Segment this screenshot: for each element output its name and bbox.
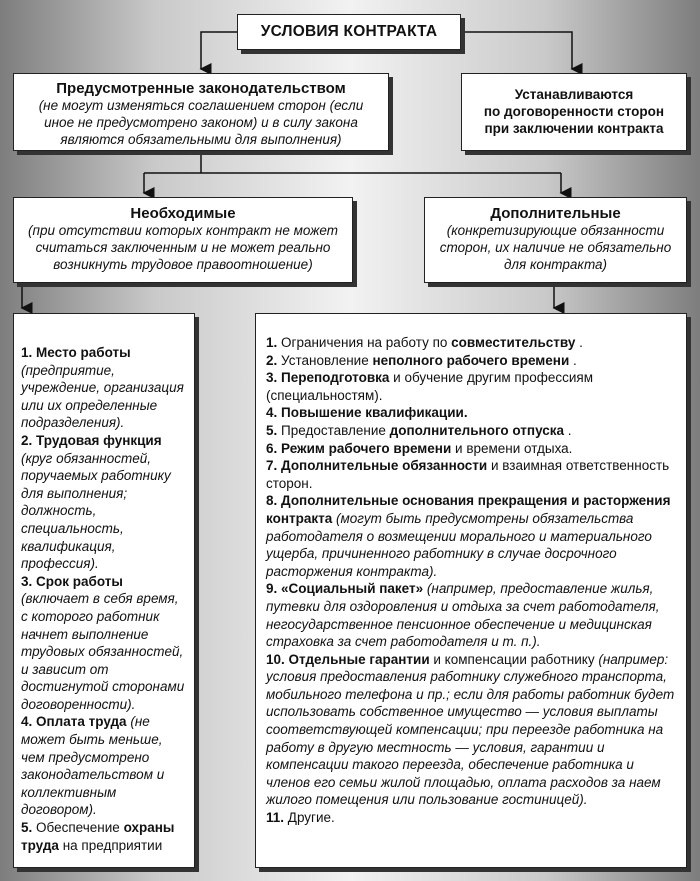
item-pre: Обеспечение [36, 820, 120, 836]
item-post: на предприятии [62, 837, 163, 853]
item-bold: Дополнительные обязанности [281, 458, 488, 474]
item-italic: (могут быть предусмотрены обязательства работодателя о возмещении морального и материального ущерба, причиненного работнику в случае досрочного расторжения контракта). [266, 510, 652, 579]
item-bold: дополнительного отпуска [389, 422, 565, 438]
list-item [21, 819, 188, 854]
item-post: и взаимная ответственность сторон. [266, 458, 670, 491]
necessary-heading: Необходимые [130, 205, 236, 222]
item-num: 5. [266, 422, 278, 438]
agreement-line-1: Устанавливаются [514, 87, 634, 102]
item-num: 8. [266, 493, 278, 509]
agreement-line-3: при заключении контракта [484, 121, 664, 136]
necessary-conditions-list [13, 313, 195, 868]
item-bold: Трудовая функция [36, 432, 162, 448]
list-item [266, 580, 680, 650]
list-item [266, 809, 680, 827]
item-num: 1. [266, 335, 278, 350]
list-item [266, 352, 680, 370]
item-post: . [567, 422, 572, 438]
item-bold: совместительству [451, 335, 576, 350]
item-num: 4. [21, 714, 33, 730]
item-num: 4. [266, 405, 278, 421]
item-bold: Дополнительные основания прекращения и расторжения контракта [266, 493, 671, 526]
item-bold: Режим рабочего времени [281, 440, 452, 456]
law-heading: Предусмотренные законодательством [56, 80, 346, 97]
item-bold: «Социальный пакет» [281, 581, 424, 597]
list-item [266, 651, 680, 809]
list-item [266, 369, 680, 404]
item-pre: Предоставление [281, 422, 386, 438]
item-num: 6. [266, 440, 278, 456]
item-num: 9. [266, 581, 278, 597]
item-bold: Место работы [36, 345, 131, 360]
item-italic: (предприятие, учреждение, организация или их определенные подразделения). [21, 362, 184, 431]
item-bold: Срок работы [36, 573, 123, 589]
title-text: УСЛОВИЯ КОНТРАКТА [260, 23, 438, 40]
item-num: 11. [266, 810, 285, 826]
list-item [266, 334, 680, 352]
list-item [266, 457, 680, 492]
item-num: 10. [266, 651, 285, 667]
item-bold: Повышение квалификации. [281, 405, 468, 421]
list-item [266, 492, 680, 580]
list-item [266, 404, 680, 422]
item-post: . [573, 352, 577, 368]
necessary-note: (при отсутствии которых контракт не может считаться заключенным и не может реально возникнуть трудовое правоотношение) [28, 223, 338, 272]
item-bold: Переподготовка [281, 370, 390, 386]
item-num: 1. [21, 345, 33, 360]
item-pre: Ограничения на работу по [281, 335, 448, 350]
item-post: и компенсации работнику [433, 651, 595, 667]
item-post: . [579, 335, 583, 350]
item-bold: Отдельные гарантии [288, 651, 430, 667]
connector-title-agree [461, 32, 572, 69]
additional-conditions-list [255, 313, 687, 868]
item-bold: неполного рабочего времени [372, 352, 570, 368]
agreement-box [461, 73, 687, 151]
item-italic: (включает в себя время, с которого работник начнет выполнение трудовых обязанностей, и зависит от достигнутой сторонами договоренности). [21, 591, 185, 712]
agreement-line-2: по договоренности сторон [483, 104, 665, 119]
item-num: 5. [21, 820, 33, 836]
law-note: (не могут изменяться соглашением сторон (если иное не предусмотрено законом) и в силу закона являются обязательными для выполнения) [38, 98, 364, 147]
item-pre: Установление [281, 352, 369, 368]
item-num: 2. [266, 352, 278, 368]
additional-note: (конкретизирующие обязанности сторон, их наличие не обязательно для контракта) [439, 223, 672, 272]
item-num: 2. [21, 432, 33, 448]
contract-conditions-title [237, 14, 461, 50]
list-item [266, 440, 680, 458]
item-italic: (например: условия предоставления работнику служебного транспорта, мобильного телефона и пр.; если для работы работник будет использовать собственное имущество — условия выплаты соответствующей компенсации; при переезде работника на работу в другую местность — условия, гарантии и компенсации такого переезда, обеспечение работника и членов его семьи жилой площадью, оплата расходов за наем жилого помещения или пользование гостиницей). [266, 651, 675, 808]
item-pre: Другие. [287, 810, 335, 826]
list-item [266, 422, 680, 440]
connector-title-law [201, 32, 237, 69]
list-item [21, 344, 188, 432]
list-item [21, 573, 188, 714]
additional-box [424, 197, 687, 283]
item-italic: (например, предоставление жилья, путевки для оздоровления и отдыха за счет работодателя, негосударственное пенсионное обеспечение и медицинская страховка за счет работодателя и т. п.). [266, 581, 660, 650]
item-num: 3. [266, 370, 278, 386]
item-post: и обучение другим профессиям (специальностям). [266, 370, 593, 403]
item-num: 3. [21, 573, 33, 589]
list-item [21, 432, 188, 573]
necessary-box [13, 197, 353, 283]
item-italic: (не может быть меньше, чем предусмотрено законодательством и коллективным договором). [21, 714, 165, 818]
item-italic: (круг обязанностей, поручаемых работнику для выполнения; должность, специальность, квалификация, профессия). [21, 450, 171, 572]
additional-heading: Дополнительные [490, 205, 621, 222]
list-item [21, 713, 188, 819]
item-bold: охраны труда [21, 820, 175, 853]
item-bold: Оплата труда [36, 714, 127, 730]
item-post: и времени отдыха. [455, 440, 573, 456]
item-num: 7. [266, 458, 278, 474]
law-provided-box [13, 73, 389, 151]
